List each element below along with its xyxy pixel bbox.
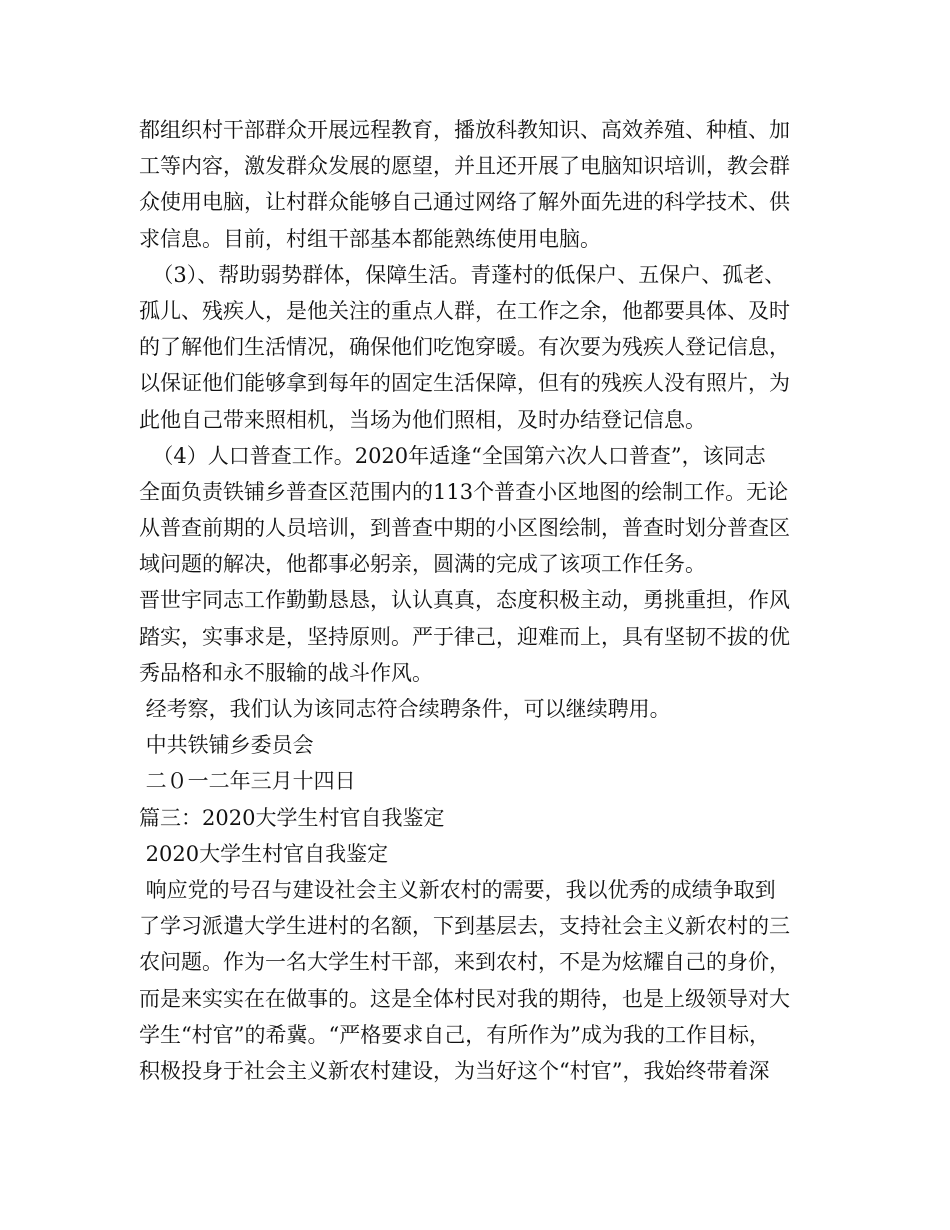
text-line: 都组织村干部群众开展远程教育，播放科教知识、高效养殖、种植、加	[139, 118, 790, 142]
text-line: 工等内容，激发群众发展的愿望，并且还开展了电脑知识培训，教会群	[139, 154, 790, 179]
text-line: 孤儿、残疾人，是他关注的重点人群，在工作之余，他都要具体、及时	[139, 298, 790, 323]
text-line: 中共铁铺乡委员会	[139, 733, 314, 758]
text-line: 域问题的解决，他都事必躬亲，圆满的完成了该项工作任务。	[139, 552, 706, 577]
text-line: 积极投身于社会主义新农村建设，为当好这个“村官”，我始终带着深	[139, 1058, 770, 1083]
text-line: 了学习派遣大学生进村的名额，下到基层去，支持社会主义新农村的三	[139, 914, 790, 939]
text-line: 的了解他们生活情况，确保他们吃饱穿暖。有次要为残疾人登记信息，	[139, 335, 790, 360]
text-line: 秀品格和永不服输的战斗作风。	[139, 660, 433, 685]
text-line: 众使用电脑，让村群众能够自己通过网络了解外面先进的科学技术、供	[139, 190, 790, 215]
text-line: 以保证他们能够拿到每年的固定生活保障，但有的残疾人没有照片，为	[139, 371, 790, 396]
text-line: 响应党的号召与建设社会主义新农村的需要，我以优秀的成绩争取到	[139, 877, 776, 902]
text-line: 从普查前期的人员培训，到普查中期的小区图绘制，普查时划分普查区	[139, 516, 790, 541]
document-body	[139, 112, 829, 1089]
text-line: 全面负责铁铺乡普查区范围内的113个普查小区地图的绘制工作。无论	[139, 479, 789, 504]
section-heading: 篇三：2020大学生村官自我鉴定	[139, 805, 445, 830]
text-line: 学生“村官”的希冀。“严格要求自己，有所作为”成为我的工作目标，	[139, 1022, 770, 1047]
text-line: （3）、帮助弱势群体，保障生活。青蓬村的低保户、五保户、孤老、	[139, 262, 786, 287]
section-title: 2020大学生村官自我鉴定	[139, 841, 389, 866]
text-line: （4）人口普查工作。2020年适逢“全国第六次人口普查”，该同志	[139, 443, 766, 468]
text-line: 此他自己带来照相机，当场为他们照相，及时办结登记信息。	[139, 407, 706, 432]
text-line: 二０一二年三月十四日	[139, 769, 356, 794]
text-line: 农问题。作为一名大学生村干部，来到农村，不是为炫耀自己的身价，	[139, 950, 790, 975]
text-line: 而是来实实在在做事的。这是全体村民对我的期待，也是上级领导对大	[139, 986, 790, 1011]
text-line: 踏实，实事求是，坚持原则。严于律己，迎难而上，具有坚韧不拔的优	[139, 624, 790, 649]
text-line: 晋世宇同志工作勤勤恳恳，认认真真，态度积极主动，勇挑重担，作风	[139, 588, 790, 613]
text-line: 经考察，我们认为该同志符合续聘条件，可以继续聘用。	[139, 697, 671, 721]
text-line: 求信息。目前，村组干部基本都能熟练使用电脑。	[139, 226, 601, 251]
